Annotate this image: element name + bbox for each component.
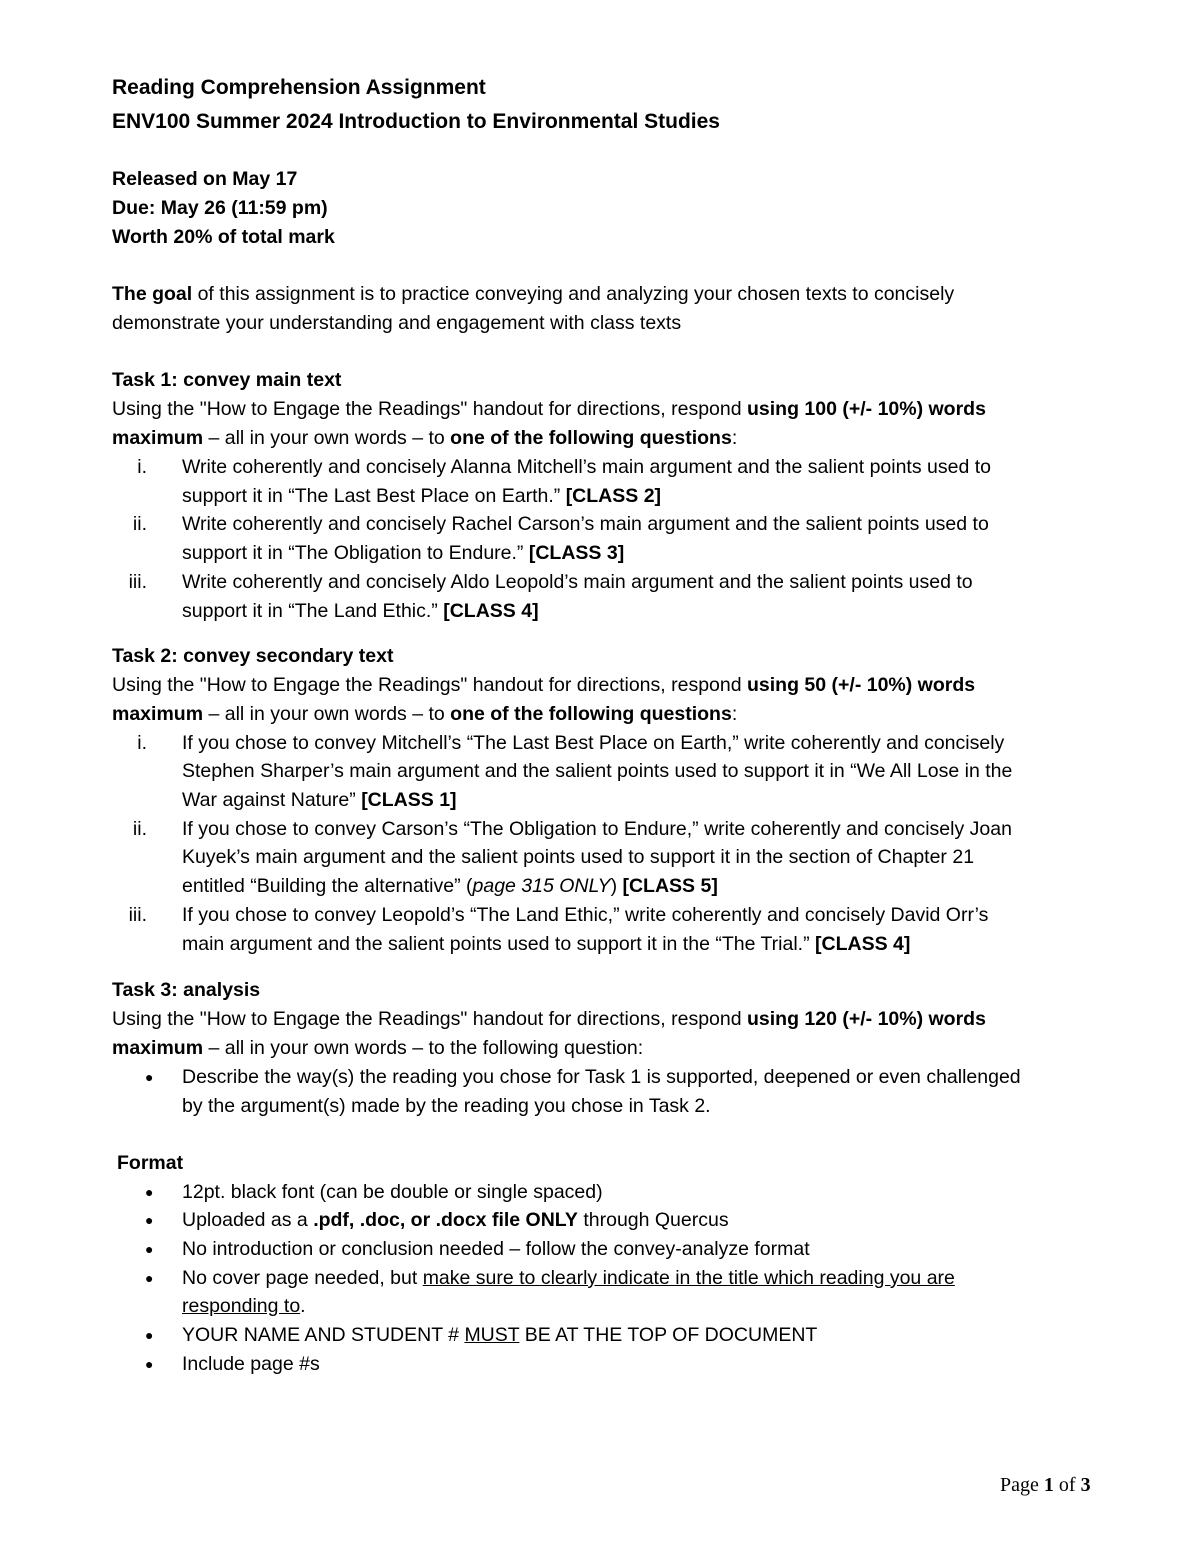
task2-item-3-class: [CLASS 4] <box>815 933 911 955</box>
task1-item-2-line-1: Write coherently and concisely Rachel Carson’s main argument and the salient points used to <box>182 513 989 535</box>
task1-intro-e: one of the following questions <box>450 427 732 449</box>
format-heading: Format <box>117 1152 184 1174</box>
task2-item-3-line-2 <box>182 930 910 958</box>
task2-intro-e: one of the following questions <box>450 703 732 725</box>
task2-intro-line-2 <box>112 700 737 728</box>
task1-heading: Task 1: convey main text <box>112 369 342 391</box>
task1-intro-d: – all in your own words – to <box>203 427 451 449</box>
task1-item-3-text: support it in “The Land Ethic.” <box>182 600 444 622</box>
goal-line-2: demonstrate your understanding and engagement with class texts <box>112 312 682 334</box>
footer-of-word: of <box>1053 1474 1081 1496</box>
task3-intro-line-1 <box>112 1005 986 1033</box>
task2-intro-a: Using the "How to Engage the Readings" handout for directions, respond <box>112 674 747 696</box>
task3-bullet-line-1: Describe the way(s) the reading you chose for Task 1 is supported, deepened or even challenged <box>182 1066 1021 1088</box>
task1-item-1-class: [CLASS 2] <box>565 485 662 507</box>
task1-item-3-line-2 <box>182 597 539 625</box>
task1-intro-line-1 <box>112 395 986 423</box>
task2-intro-b: using 50 (+/- 10%) words <box>747 674 976 696</box>
task2-intro-c: maximum <box>112 703 204 725</box>
task1-intro-b: using 100 (+/- 10%) words <box>747 398 986 420</box>
format-upload-c: through Quercus <box>577 1209 729 1231</box>
format-cover-a: No cover page needed, but <box>182 1267 423 1289</box>
course-title: ENV100 Summer 2024 Introduction to Environmental Studies <box>112 110 720 133</box>
task1-item-number: ii. <box>132 513 147 535</box>
bullet-icon: ● <box>145 1356 154 1372</box>
task1-item-3-class: [CLASS 4] <box>443 600 539 622</box>
bullet-icon: ● <box>145 1184 154 1200</box>
task2-item-2-text-c: ) <box>610 875 623 897</box>
task2-item-2-class: [CLASS 5] <box>622 875 718 897</box>
task3-intro-line-2 <box>112 1034 643 1062</box>
format-item-cover-line-1 <box>182 1264 955 1292</box>
goal-text-1: of this assignment is to practice conveying and analyzing your chosen texts to concisely <box>192 283 955 305</box>
task3-intro-b: using 120 (+/- 10%) words <box>747 1008 986 1030</box>
bullet-icon: ● <box>145 1241 154 1257</box>
task2-item-1-class: [CLASS 1] <box>361 789 457 811</box>
task2-item-number: iii. <box>128 904 147 926</box>
task2-intro-f: : <box>731 703 738 725</box>
format-name-c: BE AT THE TOP OF DOCUMENT <box>519 1324 818 1346</box>
task2-item-1-text: War against Nature” <box>182 789 362 811</box>
task2-item-1-line-2: Stephen Sharper’s main argument and the salient points used to support it in “We All Lose in the <box>182 760 1013 782</box>
worth-text: Worth 20% of total mark <box>112 226 335 248</box>
task2-item-2-page-note: page 315 ONLY <box>472 875 611 897</box>
format-name-a: YOUR NAME AND STUDENT # <box>182 1324 465 1346</box>
footer-page-number: 1 <box>1043 1474 1054 1496</box>
task3-intro-d: – all in your own words – to the following question: <box>203 1037 644 1059</box>
task1-item-1-text: support it in “The Last Best Place on Earth.” <box>182 485 566 507</box>
document-title: Reading Comprehension Assignment <box>112 76 486 99</box>
task3-bullet-line-2: by the argument(s) made by the reading you chose in Task 2. <box>182 1095 711 1117</box>
task2-item-3-text: main argument and the salient points used to support it in the “The Trial.” <box>182 933 816 955</box>
task1-intro-a: Using the "How to Engage the Readings" handout for directions, respond <box>112 398 747 420</box>
due-date: Due: May 26 (11:59 pm) <box>112 197 328 219</box>
task1-item-2-class: [CLASS 3] <box>528 542 625 564</box>
task2-intro-d: – all in your own words – to <box>203 703 451 725</box>
task2-item-number: ii. <box>132 818 147 840</box>
format-upload-b: .pdf, .doc, or .docx file ONLY <box>313 1209 578 1231</box>
task1-item-3-line-1: Write coherently and concisely Aldo Leopold’s main argument and the salient points used to <box>182 571 973 593</box>
bullet-icon: ● <box>145 1212 154 1228</box>
format-cover-c: responding to <box>182 1295 301 1317</box>
format-item-pages: Include page #s <box>182 1353 320 1375</box>
task1-intro-c: maximum <box>112 427 204 449</box>
format-item-cover-line-2 <box>182 1292 306 1320</box>
task1-item-2-line-2 <box>182 539 624 567</box>
page-footer <box>1000 1474 1091 1497</box>
task2-item-2-line-3 <box>182 872 718 900</box>
footer-page-total: 3 <box>1080 1474 1091 1496</box>
task1-item-number: iii. <box>128 571 147 593</box>
task1-item-1-line-1: Write coherently and concisely Alanna Mitchell’s main argument and the salient points used to <box>182 456 991 478</box>
format-name-b: MUST <box>464 1324 520 1346</box>
goal-label: The goal <box>112 283 193 305</box>
task3-intro-a: Using the "How to Engage the Readings" handout for directions, respond <box>112 1008 747 1030</box>
task3-intro-c: maximum <box>112 1037 204 1059</box>
task1-intro-f: : <box>731 427 738 449</box>
task3-heading: Task 3: analysis <box>112 979 261 1001</box>
bullet-icon: ● <box>145 1327 154 1343</box>
task1-item-2-text: support it in “The Obligation to Endure.” <box>182 542 529 564</box>
format-cover-b: make sure to clearly indicate in the title which reading you are <box>422 1267 955 1289</box>
bullet-icon: ● <box>145 1069 154 1085</box>
task2-item-2-line-1: If you chose to convey Carson’s “The Obligation to Endure,” write coherently and concisely Joan <box>182 818 1012 840</box>
task2-item-2-line-2: Kuyek’s main argument and the salient points used to support it in the section of Chapter 21 <box>182 846 975 868</box>
release-date: Released on May 17 <box>112 168 298 190</box>
task2-heading: Task 2: convey secondary text <box>112 645 394 667</box>
task1-item-number: i. <box>137 456 147 478</box>
task2-item-1-line-3 <box>182 786 457 814</box>
format-item-name <box>182 1321 817 1349</box>
task1-intro-line-2 <box>112 424 737 452</box>
format-upload-a: Uploaded as a <box>182 1209 314 1231</box>
task2-item-number: i. <box>137 732 147 754</box>
goal-line-1 <box>112 280 954 308</box>
format-item-intro: No introduction or conclusion needed – follow the convey-analyze format <box>182 1238 810 1260</box>
format-cover-d: . <box>300 1295 306 1317</box>
task2-item-3-line-1: If you chose to convey Leopold’s “The Land Ethic,” write coherently and concisely David Orr’s <box>182 904 989 926</box>
footer-page-word: Page <box>1000 1474 1044 1496</box>
task1-item-1-line-2 <box>182 482 661 510</box>
format-item-upload <box>182 1206 729 1234</box>
task2-item-1-line-1: If you chose to convey Mitchell’s “The Last Best Place on Earth,” write coherently and concisely <box>182 732 1005 754</box>
task2-item-2-text-a: entitled “Building the alternative” ( <box>182 875 473 897</box>
bullet-icon: ● <box>145 1270 154 1286</box>
format-item-font: 12pt. black font (can be double or single spaced) <box>182 1181 603 1203</box>
task2-intro-line-1 <box>112 671 975 699</box>
